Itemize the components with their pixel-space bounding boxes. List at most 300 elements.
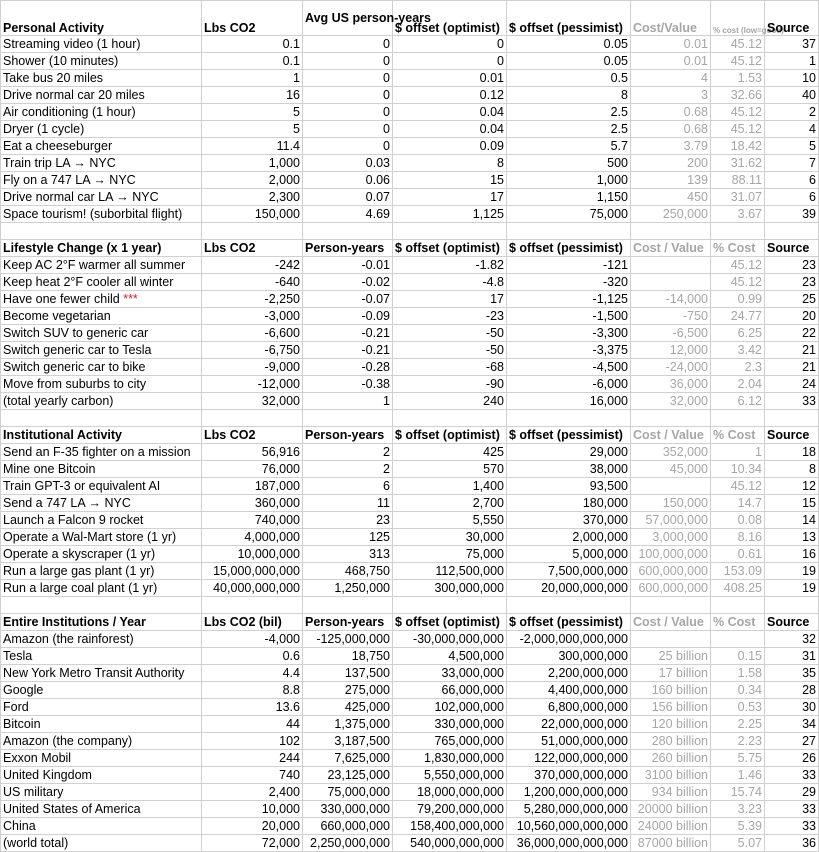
cell-person-years[interactable]: 275,000 [303,682,393,699]
cell-source[interactable]: 1 [765,53,819,70]
cell-percent-cost[interactable]: 5.39 [711,818,765,835]
cell-offset-optimist[interactable]: 17 [393,291,507,308]
cell-person-years[interactable]: 0 [303,70,393,87]
header-offset-pessimist[interactable]: $ offset (pessimist) [507,240,631,257]
cell-offset-pessimist[interactable]: 4,400,000,000 [507,682,631,699]
header-source[interactable]: Source [765,1,819,36]
cell-activity[interactable]: Mine one Bitcoin [1,461,202,478]
cell-cost-value[interactable]: 0.68 [631,121,711,138]
empty-cell[interactable] [507,223,631,240]
cell-offset-optimist[interactable]: 66,000,000 [393,682,507,699]
cell-percent-cost[interactable]: 1.46 [711,767,765,784]
cell-person-years[interactable]: -125,000,000 [303,631,393,648]
cell-person-years[interactable]: 0.06 [303,172,393,189]
cell-cost-value[interactable]: 3.79 [631,138,711,155]
cell-cost-value[interactable]: 57,000,000 [631,512,711,529]
empty-cell[interactable] [765,223,819,240]
cell-source[interactable]: 22 [765,325,819,342]
cell-activity[interactable]: Train trip LA → NYC [1,155,202,172]
cell-percent-cost[interactable]: 2.04 [711,376,765,393]
cell-source[interactable]: 34 [765,716,819,733]
cell-person-years[interactable]: -0.01 [303,257,393,274]
cell-lbs-co2[interactable]: 150,000 [202,206,303,223]
cell-source[interactable]: 31 [765,648,819,665]
header-person-years[interactable]: Person-years [303,427,393,444]
cell-activity[interactable]: Take bus 20 miles [1,70,202,87]
cell-lbs-co2[interactable]: 0.1 [202,36,303,53]
cell-percent-cost[interactable]: 0.53 [711,699,765,716]
cell-cost-value[interactable]: 3,000,000 [631,529,711,546]
cell-cost-value[interactable]: 934 billion [631,784,711,801]
cell-lbs-co2[interactable]: 1 [202,70,303,87]
cell-source[interactable]: 25 [765,291,819,308]
cell-source[interactable]: 8 [765,461,819,478]
header-percent-cost[interactable] [711,1,784,36]
cell-person-years[interactable]: 0 [303,36,393,53]
cell-offset-optimist[interactable]: -90 [393,376,507,393]
empty-cell[interactable] [393,223,507,240]
cell-offset-optimist[interactable]: -50 [393,342,507,359]
cell-cost-value[interactable]: 260 billion [631,750,711,767]
cell-percent-cost[interactable]: 3.42 [711,342,765,359]
header-offset-optimist[interactable]: $ offset (optimist) [393,614,507,631]
cell-percent-cost[interactable]: 153.09 [711,563,765,580]
cell-offset-pessimist[interactable]: 300,000,000 [507,648,631,665]
cell-lbs-co2[interactable]: 10,000 [202,801,303,818]
cell-lbs-co2[interactable]: 5 [202,121,303,138]
cell-activity[interactable]: Keep AC 2°F warmer all summer [1,257,202,274]
cell-person-years[interactable]: 1 [303,393,393,410]
cell-lbs-co2[interactable]: 5 [202,104,303,121]
cell-offset-optimist[interactable]: 300,000,000 [393,580,507,597]
cell-person-years[interactable]: 125 [303,529,393,546]
header-person-years[interactable]: Person-years [303,614,393,631]
cell-source[interactable]: 27 [765,733,819,750]
cell-lbs-co2[interactable]: 76,000 [202,461,303,478]
cell-person-years[interactable]: 7,625,000 [303,750,393,767]
cell-person-years[interactable]: -0.07 [303,291,393,308]
cell-cost-value[interactable] [631,257,711,274]
header-offset-pessimist[interactable]: $ offset (pessimist) [507,614,631,631]
cell-cost-value[interactable]: 160 billion [631,682,711,699]
cell-percent-cost[interactable]: 45.12 [711,104,765,121]
header-percent-cost[interactable]: % Cost [711,240,765,257]
cell-activity[interactable]: Exxon Mobil [1,750,202,767]
cell-offset-pessimist[interactable]: 5.7 [507,138,631,155]
cell-offset-pessimist[interactable]: 8 [507,87,631,104]
cell-offset-pessimist[interactable]: 2.5 [507,121,631,138]
cell-offset-pessimist[interactable]: 500 [507,155,631,172]
cell-offset-pessimist[interactable]: 10,560,000,000,000 [507,818,631,835]
cell-lbs-co2[interactable]: 16 [202,87,303,104]
cell-activity[interactable]: Amazon (the rainforest) [1,631,202,648]
cell-activity[interactable]: (world total) [1,835,202,852]
cell-lbs-co2[interactable]: 10,000,000 [202,546,303,563]
empty-cell[interactable] [303,597,393,614]
cell-person-years[interactable]: 0 [303,104,393,121]
cell-offset-optimist[interactable]: 425 [393,444,507,461]
cell-percent-cost[interactable]: 408.25 [711,580,765,597]
cell-lbs-co2[interactable]: 1,000 [202,155,303,172]
cell-lbs-co2[interactable]: 72,000 [202,835,303,852]
cell-offset-optimist[interactable]: -68 [393,359,507,376]
empty-cell[interactable] [1,410,202,427]
cell-source[interactable]: 36 [765,835,819,852]
empty-cell[interactable] [711,597,765,614]
cell-offset-pessimist[interactable]: 0.05 [507,36,631,53]
cell-offset-optimist[interactable]: 112,500,000 [393,563,507,580]
cell-percent-cost[interactable]: 2.3 [711,359,765,376]
cell-cost-value[interactable]: 32,000 [631,393,711,410]
cell-person-years[interactable]: 468,750 [303,563,393,580]
cell-percent-cost[interactable] [711,631,765,648]
cell-source[interactable]: 10 [765,70,819,87]
header-offset-optimist[interactable]: $ offset (optimist) [393,427,507,444]
cell-person-years[interactable]: 2 [303,461,393,478]
cell-lbs-co2[interactable]: -242 [202,257,303,274]
cell-percent-cost[interactable]: 0.61 [711,546,765,563]
cell-person-years[interactable]: 4.69 [303,206,393,223]
cell-offset-pessimist[interactable]: 7,500,000,000 [507,563,631,580]
cell-lbs-co2[interactable]: 0.1 [202,53,303,70]
header-percent-cost[interactable]: % Cost [711,614,765,631]
cell-person-years[interactable]: 2 [303,444,393,461]
cell-activity[interactable]: Eat a cheeseburger [1,138,202,155]
cell-lbs-co2[interactable]: 20,000 [202,818,303,835]
cell-offset-optimist[interactable]: 330,000,000 [393,716,507,733]
cell-percent-cost[interactable]: 10.34 [711,461,765,478]
cell-lbs-co2[interactable]: -6,750 [202,342,303,359]
cell-offset-optimist[interactable]: 0.04 [393,104,507,121]
cell-offset-optimist[interactable]: -1.82 [393,257,507,274]
cell-offset-optimist[interactable]: 765,000,000 [393,733,507,750]
cell-offset-pessimist[interactable]: 16,000 [507,393,631,410]
empty-cell[interactable] [393,597,507,614]
cell-offset-pessimist[interactable]: -3,375 [507,342,631,359]
cell-activity[interactable]: Send an F-35 fighter on a mission [1,444,202,461]
cell-person-years[interactable]: -0.02 [303,274,393,291]
header-offset-optimist[interactable]: $ offset (optimist) [393,240,507,257]
cell-activity[interactable]: Become vegetarian [1,308,202,325]
cell-source[interactable]: 29 [765,784,819,801]
cell-percent-cost[interactable]: 14.7 [711,495,765,512]
cell-activity[interactable]: Switch generic car to Tesla [1,342,202,359]
cell-offset-optimist[interactable]: 75,000 [393,546,507,563]
cell-activity[interactable]: Drive normal car 20 miles [1,87,202,104]
cell-offset-pessimist[interactable]: 1,000 [507,172,631,189]
cell-offset-optimist[interactable]: 0 [393,53,507,70]
cell-activity[interactable]: US military [1,784,202,801]
cell-lbs-co2[interactable]: 4,000,000 [202,529,303,546]
cell-lbs-co2[interactable]: 40,000,000,000 [202,580,303,597]
cell-activity[interactable]: China [1,818,202,835]
cell-offset-pessimist[interactable]: 75,000 [507,206,631,223]
cell-source[interactable]: 23 [765,274,819,291]
empty-cell[interactable] [711,410,765,427]
cell-cost-value[interactable]: 24000 billion [631,818,711,835]
header-cost-value[interactable]: Cost/Value [631,1,711,36]
header-activity[interactable]: Personal Activity [1,1,202,36]
cell-offset-pessimist[interactable]: 2.5 [507,104,631,121]
cell-activity[interactable]: Drive normal car LA → NYC [1,189,202,206]
cell-source[interactable]: 2 [765,104,819,121]
cell-lbs-co2[interactable]: 360,000 [202,495,303,512]
cell-activity[interactable]: New York Metro Transit Authority [1,665,202,682]
cell-source[interactable]: 7 [765,155,819,172]
cell-percent-cost[interactable]: 1 [711,444,765,461]
cell-percent-cost[interactable]: 8.16 [711,529,765,546]
cell-percent-cost[interactable]: 6.12 [711,393,765,410]
empty-cell[interactable] [765,597,819,614]
cell-source[interactable]: 16 [765,546,819,563]
cell-offset-pessimist[interactable]: -121 [507,257,631,274]
cell-person-years[interactable]: 0 [303,138,393,155]
cell-lbs-co2[interactable]: -2,250 [202,291,303,308]
cell-source[interactable]: 24 [765,376,819,393]
header-source[interactable]: Source [765,427,819,444]
cell-offset-optimist[interactable]: -30,000,000,000 [393,631,507,648]
cell-offset-pessimist[interactable]: -1,125 [507,291,631,308]
cell-offset-optimist[interactable]: 5,550 [393,512,507,529]
cell-cost-value[interactable] [631,274,711,291]
cell-percent-cost[interactable]: 1.53 [711,70,765,87]
cell-lbs-co2[interactable]: 2,000 [202,172,303,189]
cell-person-years[interactable]: 0 [303,53,393,70]
cell-offset-optimist[interactable]: 4,500,000 [393,648,507,665]
cell-offset-optimist[interactable]: 2,700 [393,495,507,512]
cell-activity[interactable]: Operate a Wal-Mart store (1 yr) [1,529,202,546]
cell-offset-pessimist[interactable]: 370,000,000,000 [507,767,631,784]
cell-source[interactable]: 33 [765,801,819,818]
cell-offset-pessimist[interactable]: 0.5 [507,70,631,87]
header-offset-pessimist[interactable]: $ offset (pessimist) [507,427,631,444]
cell-offset-optimist[interactable]: 102,000,000 [393,699,507,716]
cell-activity[interactable]: Space tourism! (suborbital flight) [1,206,202,223]
header-source[interactable]: Source [765,614,819,631]
cell-source[interactable]: 14 [765,512,819,529]
cell-percent-cost[interactable]: 32.66 [711,87,765,104]
cell-source[interactable]: 28 [765,682,819,699]
cell-lbs-co2[interactable]: 32,000 [202,393,303,410]
cell-person-years[interactable]: -0.21 [303,342,393,359]
cell-lbs-co2[interactable]: 15,000,000,000 [202,563,303,580]
cell-cost-value[interactable]: 250,000 [631,206,711,223]
cell-offset-optimist[interactable]: 79,200,000,000 [393,801,507,818]
cell-offset-pessimist[interactable]: 0.05 [507,53,631,70]
cell-offset-optimist[interactable]: 0.04 [393,121,507,138]
cell-cost-value[interactable]: -24,000 [631,359,711,376]
cell-offset-optimist[interactable]: 33,000,000 [393,665,507,682]
cell-offset-pessimist[interactable]: 51,000,000,000 [507,733,631,750]
cell-cost-value[interactable]: 600,000,000 [631,563,711,580]
cell-lbs-co2[interactable]: 11.4 [202,138,303,155]
cell-cost-value[interactable]: 450 [631,189,711,206]
cell-offset-optimist[interactable]: 540,000,000,000 [393,835,507,852]
cell-offset-pessimist[interactable]: -4,500 [507,359,631,376]
cell-offset-pessimist[interactable]: 93,500 [507,478,631,495]
cell-activity[interactable]: Air conditioning (1 hour) [1,104,202,121]
cell-percent-cost[interactable]: 2.23 [711,733,765,750]
empty-cell[interactable] [507,410,631,427]
cell-offset-pessimist[interactable]: 1,200,000,000,000 [507,784,631,801]
cell-activity[interactable]: Have one fewer child *** [1,291,202,308]
cell-offset-pessimist[interactable]: -3,300 [507,325,631,342]
empty-cell[interactable] [303,223,393,240]
cell-offset-optimist[interactable]: 1,830,000,000 [393,750,507,767]
cell-percent-cost[interactable]: 1.58 [711,665,765,682]
cell-percent-cost[interactable]: 45.12 [711,121,765,138]
cell-offset-optimist[interactable]: 1,125 [393,206,507,223]
header-lbs-co2[interactable]: Lbs CO2 (bil) [202,614,303,631]
header-activity[interactable]: Lifestyle Change (x 1 year) [1,240,202,257]
cell-offset-pessimist[interactable]: 5,280,000,000,000 [507,801,631,818]
cell-lbs-co2[interactable]: 56,916 [202,444,303,461]
empty-cell[interactable] [393,410,507,427]
cell-activity[interactable]: Switch generic car to bike [1,359,202,376]
header-activity[interactable]: Institutional Activity [1,427,202,444]
cell-lbs-co2[interactable]: 740 [202,767,303,784]
cell-activity[interactable]: Run a large gas plant (1 yr) [1,563,202,580]
empty-cell[interactable] [202,223,303,240]
cell-percent-cost[interactable]: 5.07 [711,835,765,852]
cell-person-years[interactable]: 660,000,000 [303,818,393,835]
cell-activity[interactable]: Operate a skyscraper (1 yr) [1,546,202,563]
cell-source[interactable]: 37 [765,36,819,53]
cell-activity[interactable]: Train GPT-3 or equivalent AI [1,478,202,495]
cell-source[interactable]: 15 [765,495,819,512]
cell-offset-pessimist[interactable]: 1,150 [507,189,631,206]
cell-person-years[interactable]: 1,250,000 [303,580,393,597]
cell-activity[interactable]: Move from suburbs to city [1,376,202,393]
cell-activity[interactable]: Fly on a 747 LA → NYC [1,172,202,189]
cell-lbs-co2[interactable]: -640 [202,274,303,291]
empty-cell[interactable] [765,410,819,427]
cell-percent-cost[interactable]: 2.25 [711,716,765,733]
cell-person-years[interactable]: 0 [303,121,393,138]
cell-offset-pessimist[interactable]: 122,000,000,000 [507,750,631,767]
cell-offset-optimist[interactable]: 1,400 [393,478,507,495]
cell-source[interactable]: 6 [765,172,819,189]
cell-person-years[interactable]: 425,000 [303,699,393,716]
cell-person-years[interactable]: 6 [303,478,393,495]
cell-cost-value[interactable] [631,631,711,648]
cell-source[interactable]: 26 [765,750,819,767]
empty-cell[interactable] [1,223,202,240]
cell-cost-value[interactable]: 600,000,000 [631,580,711,597]
cell-offset-pessimist[interactable]: -320 [507,274,631,291]
cell-source[interactable]: 32 [765,631,819,648]
header-cost-value[interactable]: Cost / Value [631,240,711,257]
cell-cost-value[interactable]: 200 [631,155,711,172]
cell-person-years[interactable]: 0.03 [303,155,393,172]
cell-cost-value[interactable]: 3100 billion [631,767,711,784]
cell-percent-cost[interactable]: 15.74 [711,784,765,801]
cell-cost-value[interactable]: 280 billion [631,733,711,750]
cell-offset-optimist[interactable]: 8 [393,155,507,172]
cell-cost-value[interactable]: 87000 billion [631,835,711,852]
cell-activity[interactable]: Google [1,682,202,699]
header-lbs-co2[interactable]: Lbs CO2 [202,427,303,444]
cell-percent-cost[interactable]: 88.11 [711,172,765,189]
cell-source[interactable]: 30 [765,699,819,716]
cell-cost-value[interactable]: 0.68 [631,104,711,121]
cell-percent-cost[interactable]: 31.62 [711,155,765,172]
header-person-years[interactable]: Person-years [303,240,393,257]
cell-percent-cost[interactable]: 45.12 [711,274,765,291]
cell-cost-value[interactable]: 4 [631,70,711,87]
cell-activity[interactable]: Send a 747 LA → NYC [1,495,202,512]
cell-cost-value[interactable]: 120 billion [631,716,711,733]
cell-source[interactable]: 33 [765,393,819,410]
cell-lbs-co2[interactable]: 0.6 [202,648,303,665]
header-lbs-co2[interactable]: Lbs CO2 [202,1,303,36]
header-cost-value[interactable]: Cost / Value [631,614,711,631]
cell-lbs-co2[interactable]: -6,600 [202,325,303,342]
cell-cost-value[interactable]: -750 [631,308,711,325]
cell-cost-value[interactable]: 0.01 [631,53,711,70]
cell-cost-value[interactable]: 150,000 [631,495,711,512]
cell-source[interactable]: 13 [765,529,819,546]
cell-source[interactable]: 18 [765,444,819,461]
cell-lbs-co2[interactable]: 740,000 [202,512,303,529]
cell-lbs-co2[interactable]: 2,400 [202,784,303,801]
cell-source[interactable]: 20 [765,308,819,325]
cell-cost-value[interactable]: 17 billion [631,665,711,682]
cell-source[interactable]: 5 [765,138,819,155]
cell-offset-pessimist[interactable]: -1,500 [507,308,631,325]
cell-lbs-co2[interactable]: 44 [202,716,303,733]
cell-offset-pessimist[interactable]: 36,000,000,000,000 [507,835,631,852]
cell-activity[interactable]: United Kingdom [1,767,202,784]
cell-cost-value[interactable]: 3 [631,87,711,104]
cell-person-years[interactable]: 330,000,000 [303,801,393,818]
cell-source[interactable]: 35 [765,665,819,682]
cell-source[interactable]: 21 [765,359,819,376]
cell-person-years[interactable]: 18,750 [303,648,393,665]
cell-person-years[interactable]: 137,500 [303,665,393,682]
cell-offset-pessimist[interactable]: 20,000,000,000 [507,580,631,597]
cell-cost-value[interactable]: 156 billion [631,699,711,716]
cell-person-years[interactable]: 2,250,000,000 [303,835,393,852]
cell-percent-cost[interactable]: 45.12 [711,53,765,70]
empty-cell[interactable] [711,223,765,240]
cell-source[interactable]: 39 [765,206,819,223]
cell-source[interactable]: 12 [765,478,819,495]
empty-cell[interactable] [303,410,393,427]
cell-offset-pessimist[interactable]: 22,000,000,000 [507,716,631,733]
cell-offset-pessimist[interactable]: 5,000,000 [507,546,631,563]
cell-cost-value[interactable]: 45,000 [631,461,711,478]
cell-offset-pessimist[interactable]: 29,000 [507,444,631,461]
cell-offset-optimist[interactable]: -23 [393,308,507,325]
header-offset-pessimist[interactable]: $ offset (pessimist) [507,1,631,36]
cell-cost-value[interactable]: 12,000 [631,342,711,359]
empty-cell[interactable] [202,597,303,614]
header-person-years[interactable]: Avg US person-years [303,1,393,36]
cell-activity[interactable]: Run a large coal plant (1 yr) [1,580,202,597]
cell-percent-cost[interactable]: 0.15 [711,648,765,665]
cell-activity[interactable]: Tesla [1,648,202,665]
cell-source[interactable]: 4 [765,121,819,138]
cell-percent-cost[interactable]: 3.23 [711,801,765,818]
empty-cell[interactable] [631,223,711,240]
cell-percent-cost[interactable]: 18.42 [711,138,765,155]
cell-cost-value[interactable]: -14,000 [631,291,711,308]
cell-cost-value[interactable]: 0.01 [631,36,711,53]
cell-source[interactable]: 19 [765,563,819,580]
cell-source[interactable]: 40 [765,87,819,104]
cell-lbs-co2[interactable]: 102 [202,733,303,750]
